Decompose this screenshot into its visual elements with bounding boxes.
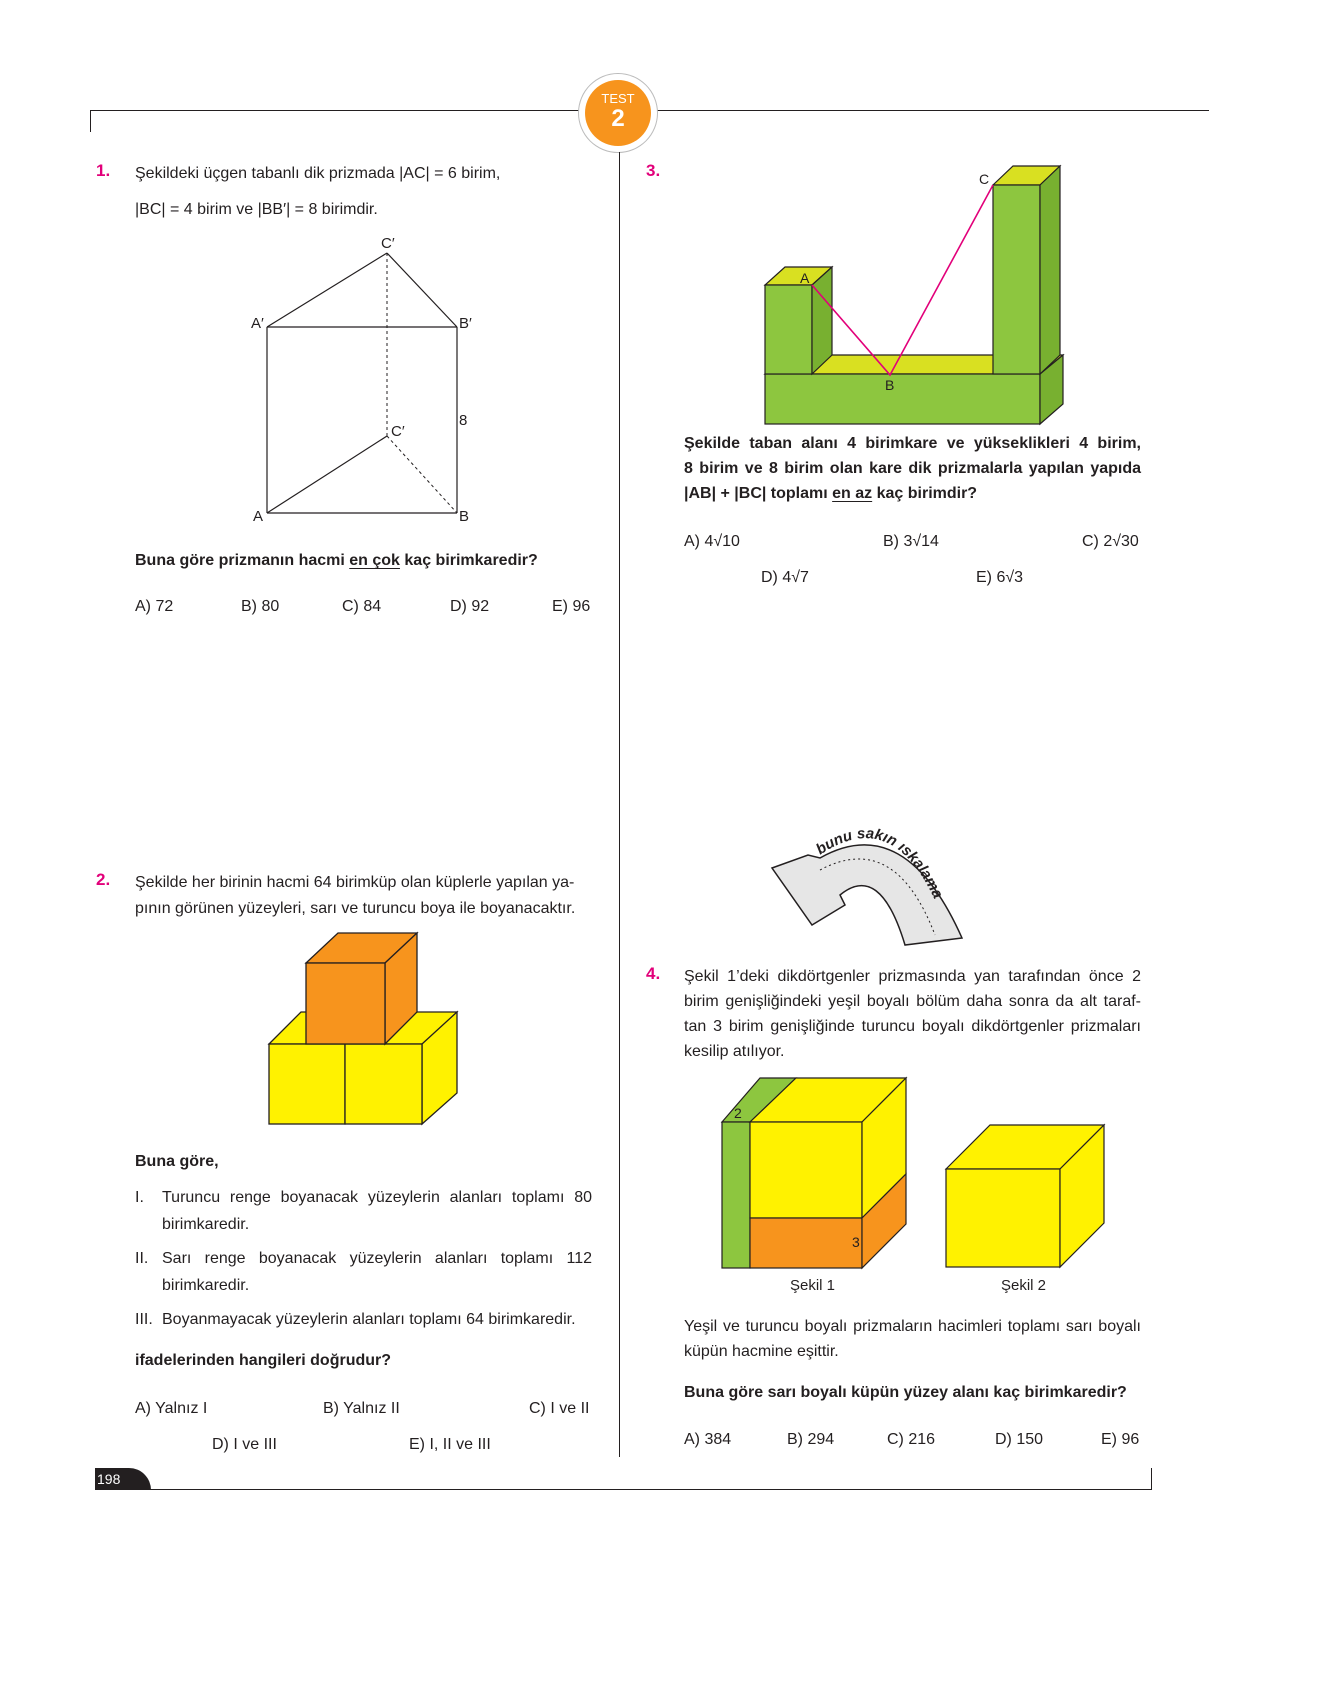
label-two: 2 (734, 1105, 742, 1121)
q1-prism-figure (240, 230, 490, 530)
q4-line4: kesilip atılıyor. (684, 1043, 785, 1060)
q4-figures (715, 1070, 1115, 1275)
q1-question: Buna göre prizmanın hacmi en çok kaç birimkaredir? (135, 552, 538, 569)
q2-item1-text: Turuncu renge boyanacak yüzeylerin alanları toplamı 80 birimkaredir. (162, 1189, 592, 1233)
q4-option-e[interactable]: E) 96 (1101, 1431, 1140, 1448)
q3-structure-figure (760, 160, 1070, 430)
q1-option-c[interactable]: C) 84 (342, 598, 382, 615)
test-number: 2 (611, 105, 625, 132)
label-three: 3 (852, 1234, 860, 1250)
q3-text-line3: |AB| + |BC| toplamı en az kaç birimdir? (684, 485, 978, 502)
label-b: B (885, 377, 895, 393)
q2-option-d[interactable]: D) I ve III (212, 1436, 277, 1453)
page-number: 198 (97, 1471, 121, 1487)
q4-question: Buna göre sarı boyalı küpün yüzey alanı kaç birimkaredir? (684, 1384, 1127, 1401)
q4-line3: tan 3 birim genişliğinde turuncu boyalı dikdörtgenler prizmaları (684, 1018, 1141, 1035)
q2-line2: pının görünen yüzeyleri, sarı ve turuncu boya ile boyanacaktır. (135, 900, 576, 917)
header-rule-left-tick (90, 110, 91, 132)
q2-option-b[interactable]: B) Yalnız II (323, 1400, 400, 1417)
sticker-text: bunu sakın ıskalama (813, 825, 947, 902)
label-a: A (253, 508, 264, 525)
q3-option-c[interactable]: C) 2√30 (1082, 533, 1139, 550)
q2-item2-text: Sarı renge boyanacak yüzeylerin alanları toplamı 112 birimkaredir. (162, 1250, 592, 1294)
q3-option-e[interactable]: E) 6√3 (976, 569, 1024, 586)
q2-item1-num: I. (135, 1189, 144, 1206)
label-height: 8 (459, 412, 468, 429)
q4-option-a[interactable]: A) 384 (684, 1431, 732, 1448)
label-b-top: B′ (459, 315, 472, 332)
header-rule-right (657, 110, 1209, 111)
q4-option-c[interactable]: C) 216 (887, 1431, 936, 1448)
q1-number: 1. (96, 161, 111, 180)
q4-number: 4. (646, 964, 661, 983)
q3-text-line2: 8 birim ve 8 birim olan kare dik prizmalarla yapılan yapıda (684, 460, 1141, 477)
q1-option-e[interactable]: E) 96 (552, 598, 591, 615)
label-c: C (979, 171, 990, 187)
q4-text2-line1: Yeşil ve turuncu boyalı prizmaların hacimleri toplamı sarı boyalı (684, 1318, 1141, 1335)
q4-line1: Şekil 1’deki dikdörtgenler prizmasında yan tarafından önce 2 (684, 968, 1141, 985)
q4-text2-line2: küpün hacmine eşittir. (684, 1343, 839, 1360)
header-rule-left (90, 110, 580, 111)
q3-option-a[interactable]: A) 4√10 (684, 533, 740, 550)
q2-lead: Buna göre, (135, 1153, 219, 1170)
q2-option-a[interactable]: A) Yalnız I (135, 1400, 208, 1417)
q1-line2: |BC| = 4 birim ve |BB′| = 8 birimdir. (135, 201, 378, 218)
q2-number: 2. (96, 870, 111, 889)
q2-line1: Şekilde her birinin hacmi 64 birimküp olan küplerle yapılan ya- (135, 874, 575, 891)
q2-item2-num: II. (135, 1250, 149, 1267)
footer-rule (95, 1489, 1152, 1490)
test-label: TEST (601, 91, 635, 106)
q3-option-b[interactable]: B) 3√14 (883, 533, 939, 550)
q2-option-e[interactable]: E) I, II ve III (409, 1436, 491, 1453)
label-a-top: A′ (251, 315, 264, 332)
q4-caption1: Şekil 1 (790, 1277, 836, 1294)
q4-option-d[interactable]: D) 150 (995, 1431, 1044, 1448)
column-divider (619, 152, 620, 1457)
label-a: A (800, 270, 810, 286)
label-c-top: C′ (381, 235, 395, 252)
q2-item3-text: Boyanmayacak yüzeylerin alanları toplamı 64 birimkaredir. (162, 1311, 576, 1328)
q1-option-b[interactable]: B) 80 (241, 598, 280, 615)
q1-option-d[interactable]: D) 92 (450, 598, 490, 615)
footer-rule-tick (1151, 1468, 1152, 1490)
q4-caption2: Şekil 2 (1001, 1277, 1047, 1294)
label-b: B (459, 508, 470, 525)
test-badge (579, 74, 657, 152)
q3-text-line1: Şekilde taban alanı 4 birimkare ve yükseklikleri 4 birim, (684, 435, 1141, 452)
q2-option-c[interactable]: C) I ve II (529, 1400, 590, 1417)
q4-line2: birim genişliğindeki yeşil boyalı bölüm daha sonra da alt taraf- (684, 993, 1141, 1010)
sticker-graphic (765, 810, 975, 955)
q2-cubes-figure (260, 930, 470, 1130)
label-c-mid: C′ (391, 423, 405, 440)
q2-question: ifadelerinden hangileri doğrudur? (135, 1352, 392, 1369)
q3-option-d[interactable]: D) 4√7 (761, 569, 809, 586)
q4-option-b[interactable]: B) 294 (787, 1431, 835, 1448)
q1-line1: Şekildeki üçgen tabanlı dik prizmada |AC| = 6 birim, (135, 165, 501, 182)
q1-option-a[interactable]: A) 72 (135, 598, 174, 615)
q3-number: 3. (646, 161, 661, 180)
q2-item3-num: III. (135, 1311, 153, 1328)
